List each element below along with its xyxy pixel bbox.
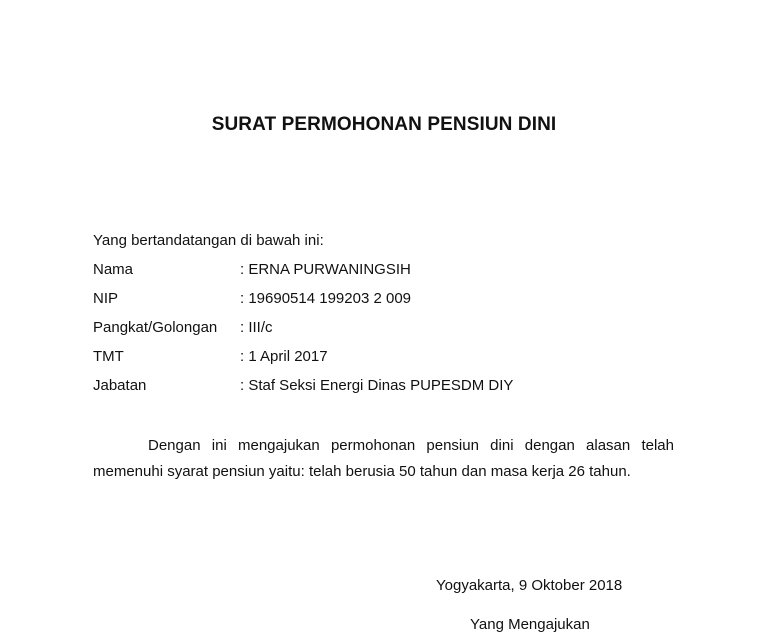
field-value: : 1 April 2017 xyxy=(240,348,328,365)
field-row-nama xyxy=(93,261,513,290)
field-label: Jabatan xyxy=(93,377,147,394)
field-label: Nama xyxy=(93,261,134,278)
field-row-jabatan xyxy=(93,377,513,406)
field-label: TMT xyxy=(93,348,124,365)
field-row-nip xyxy=(93,290,513,319)
field-value: : III/c xyxy=(240,319,273,336)
document-title: SURAT PERMOHONAN PENSIUN DINI xyxy=(211,114,557,135)
identity-fields xyxy=(93,261,513,406)
field-label: Pangkat/Golongan xyxy=(93,319,218,336)
field-row-tmt xyxy=(93,348,513,377)
field-value: : ERNA PURWANINGSIH xyxy=(240,261,411,278)
body-paragraph: Dengan ini mengajukan permohonan pensiun dini dengan alasan telah memenuhi syarat pensiun yaitu: telah berusia 50 tahun dan masa kerja 26 tahun. xyxy=(93,437,674,480)
field-value: : 19690514 199203 2 009 xyxy=(240,290,411,307)
intro-text: Yang bertandatangan di bawah ini: xyxy=(93,232,324,249)
field-label: NIP xyxy=(93,290,119,307)
place-date: Yogyakarta, 9 Oktober 2018 xyxy=(436,577,623,594)
applicant-label: Yang Mengajukan xyxy=(470,616,590,633)
field-row-pangkat-golongan xyxy=(93,319,513,348)
field-value: : Staf Seksi Energi Dinas PUPESDM DIY xyxy=(240,377,514,394)
